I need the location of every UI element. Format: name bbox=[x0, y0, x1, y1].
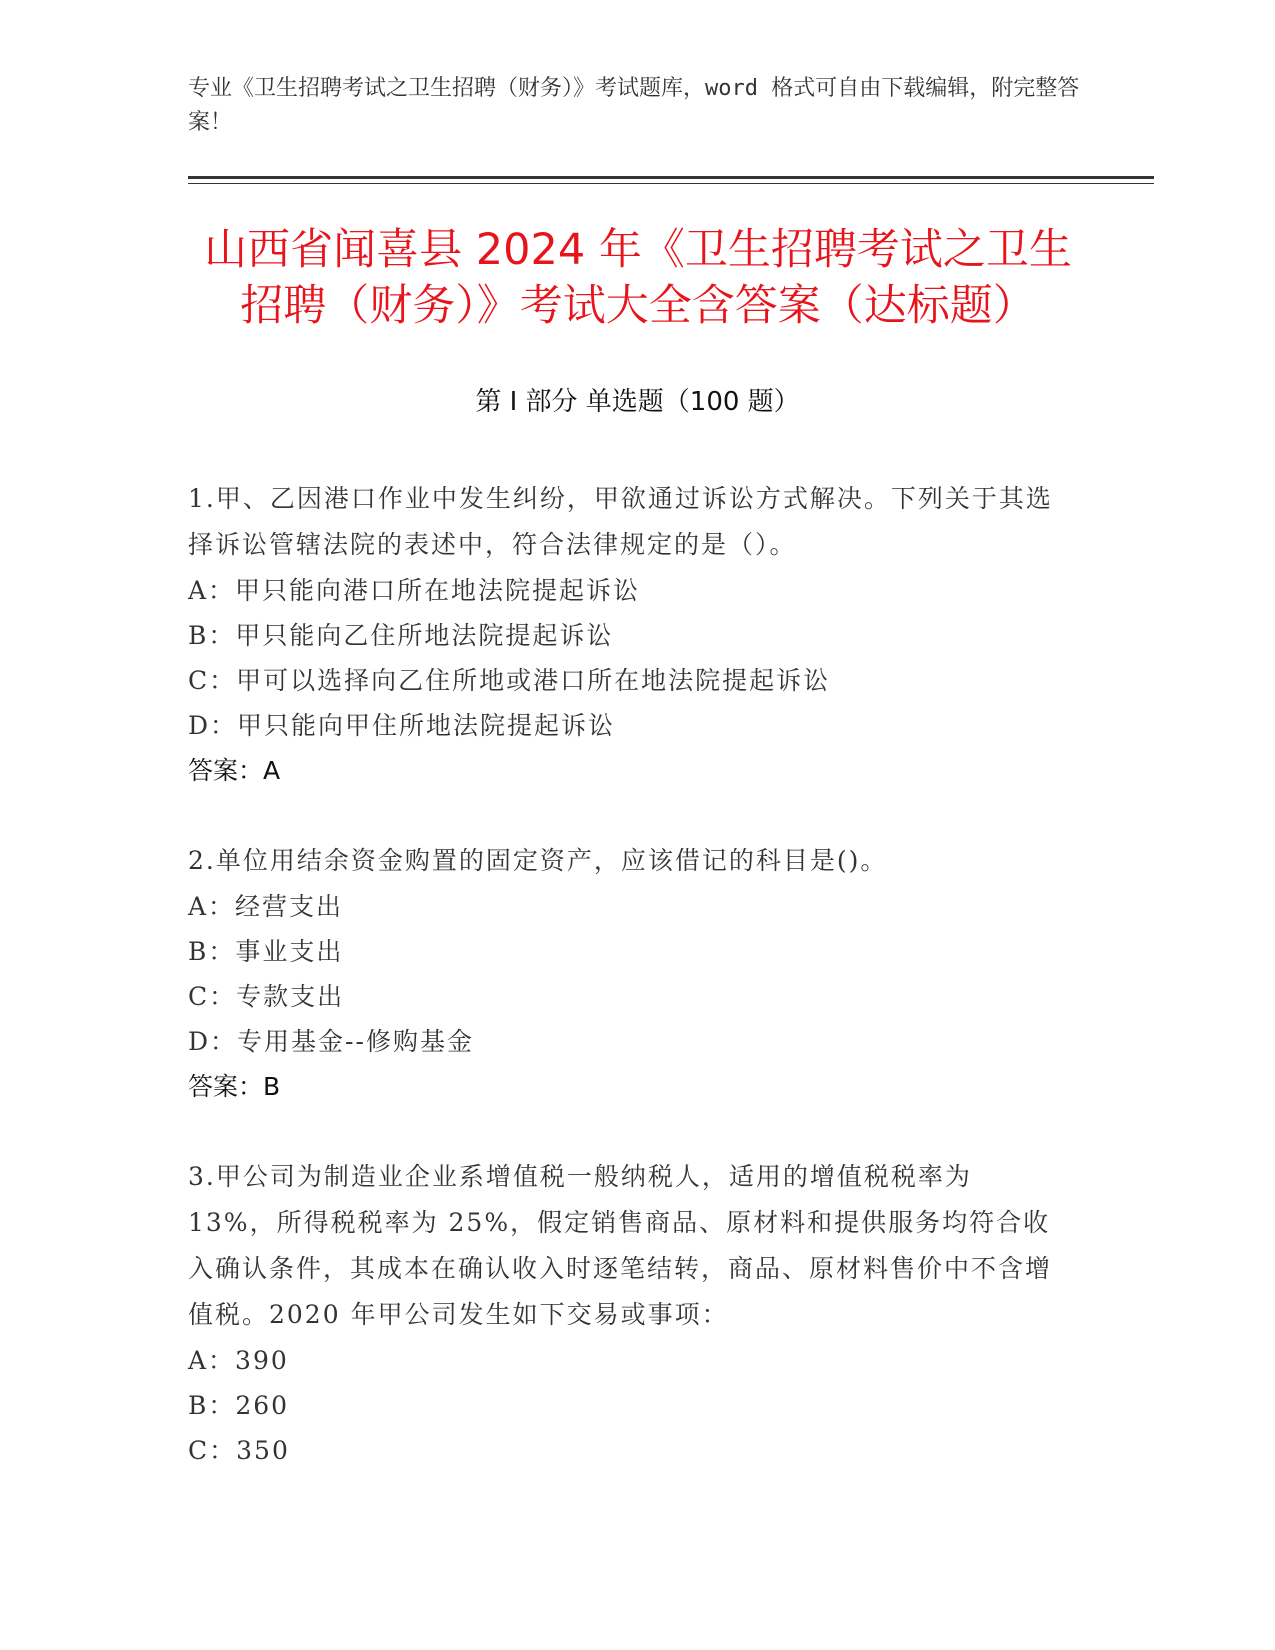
option-a: A：经营支出 bbox=[188, 892, 344, 921]
question-3 bbox=[188, 1154, 1068, 1473]
option-d: D：专用基金--修购基金 bbox=[188, 1027, 474, 1056]
question-stem: 1.甲、乙因港口作业中发生纠纷，甲欲通过诉讼方式解决。下列关于其选择诉讼管辖法院的表述中，符合法律规定的是（）。 bbox=[188, 484, 1053, 559]
question-1 bbox=[188, 476, 1068, 794]
option-d: D：甲只能向甲住所地法院提起诉讼 bbox=[188, 711, 616, 740]
document-title: 山西省闻喜县 2024 年《卫生招聘考试之卫生招聘（财务）》考试大全含答案（达标题） bbox=[204, 225, 1072, 331]
option-b: B：260 bbox=[188, 1391, 290, 1420]
question-2 bbox=[188, 838, 1068, 1110]
answer: 答案：B bbox=[188, 1072, 281, 1101]
option-b: B：甲只能向乙住所地法院提起诉讼 bbox=[188, 621, 614, 650]
question-stem: 3.甲公司为制造业企业系增值税一般纳税人，适用的增值税税率为 13%，所得税税率为 25%，假定销售商品、原材料和提供服务均符合收入确认条件，其成本在确认收入时逐笔结转，商品、原材料售价中不含增值税。2020 年甲公司发生如下交易或事项： bbox=[188, 1162, 1053, 1329]
question-stem: 2.单位用结余资金购置的固定资产，应该借记的科目是()。 bbox=[188, 846, 888, 875]
option-a: A：甲只能向港口所在地法院提起诉讼 bbox=[188, 576, 641, 605]
option-a: A：390 bbox=[188, 1346, 289, 1375]
header-divider-thin bbox=[188, 183, 1154, 184]
option-c: C：甲可以选择向乙住所地或港口所在地法院提起诉讼 bbox=[188, 666, 831, 695]
option-b: B：事业支出 bbox=[188, 937, 344, 966]
answer: 答案：A bbox=[188, 756, 281, 785]
option-c: C：专款支出 bbox=[188, 982, 345, 1011]
header-divider bbox=[188, 176, 1154, 179]
question-list bbox=[188, 476, 1068, 1517]
header-note: 专业《卫生招聘考试之卫生招聘（财务）》考试题库，word 格式可自由下载编辑，附完整答案！ bbox=[188, 76, 1080, 135]
section-title: 第 I 部分 单选题（100 题） bbox=[475, 387, 800, 417]
option-c: C：350 bbox=[188, 1436, 290, 1465]
